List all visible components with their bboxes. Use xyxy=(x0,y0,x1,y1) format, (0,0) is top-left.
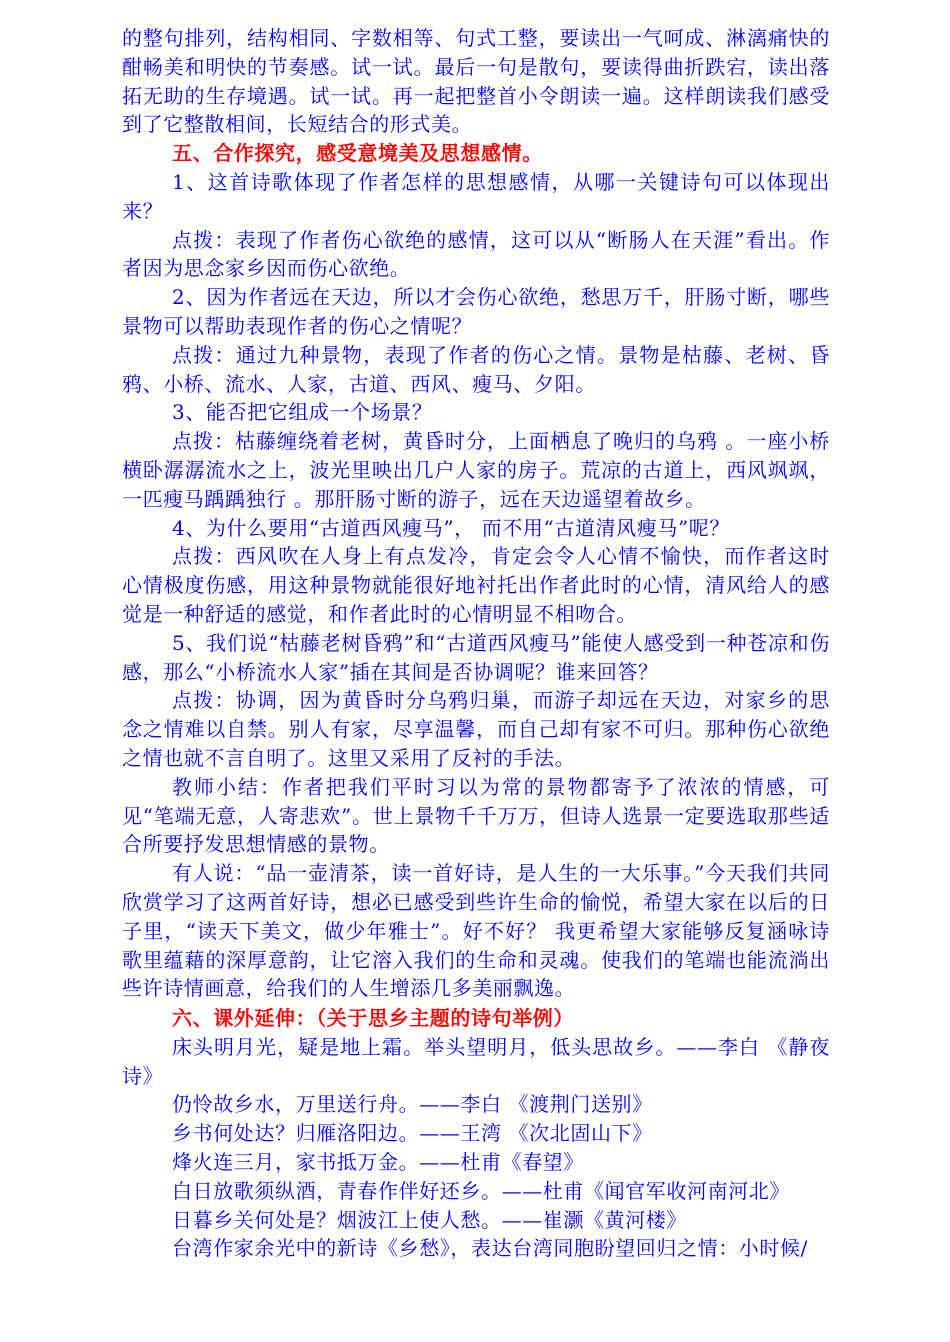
question-3: 3、能否把它组成一个场景？ xyxy=(172,400,433,425)
poem-line: 床头明月光，疑是地上霜。举头望明月，低头思故乡。——李白 《静夜诗》 xyxy=(122,1034,830,1088)
question-4: 4、为什么要用“古道西风瘦马”， 而不用“古道清风瘦马”呢？ xyxy=(172,515,730,540)
answer-5: 点拨：协调，因为黄昏时分乌鸦归巢，而游子却远在天边，对家乡的思念之情难以自禁。别人有家，尽享温馨，而自己却有家不可归。那种伤心欲绝之情也就不言自明了。这里又采用了反衬的手法。 xyxy=(122,688,830,770)
section-six-heading: 六、课外延伸：（关于思乡主题的诗句举例） xyxy=(172,1006,574,1031)
question-1: 1、这首诗歌体现了作者怎样的思想感情，从哪一关键诗句可以体现出来？ xyxy=(122,169,830,223)
answer-4: 点拨：西风吹在人身上有点发冷，肯定会令人心情不愉快，而作者这时心情极度伤感，用这种景物就能很好地衬托出作者此时的心情，清风给人的感觉是一种舒适的感觉，和作者此时的心情明显不相吻合。 xyxy=(122,544,830,626)
poem-line: 乡书何处达？归雁洛阳边。——王湾 《次北固山下》 xyxy=(172,1121,653,1146)
poem-line: 日暮乡关何处是？烟波江上使人愁。——崔灏《黄河楼》 xyxy=(172,1207,687,1232)
intro-paragraph: 的整句排列，结构相同、字数相等、句式工整，要读出一气呵成、淋漓痛快的酣畅美和明快的节奏感。试一试。最后一句是散句，要读得曲折跌宕，读出落拓无助的生存境遇。试一试。再一起把整首小令朗读一遍。这样朗读我们感受到了它整散相间，长短结合的形式美。 xyxy=(122,26,830,137)
poem-line: 台湾作家余光中的新诗《乡愁》，表达台湾同胞盼望回归之情：小时候/ xyxy=(172,1236,808,1261)
question-5: 5、我们说“枯藤老树昏鸦”和“古道西风瘦马”能使人感受到一种苍凉和伤感，那么“小桥流水人家”插在其间是否协调呢？谁来回答？ xyxy=(122,630,830,684)
answer-2: 点拨：通过九种景物，表现了作者的伤心之情。景物是枯藤、老树、昏鸦、小桥、流水、人家，古道、西风、瘦马、夕阳。 xyxy=(122,342,830,396)
section-five-heading: 五、合作探究，感受意境美及思想感情。 xyxy=(172,141,543,166)
poem-line: 白日放歌须纵酒，青春作伴好还乡。——杜甫《闻官军收河南河北》 xyxy=(172,1178,790,1203)
answer-3: 点拨：枯藤缠绕着老树，黄昏时分，上面栖息了晚归的乌鸦 。一座小桥横卧潺潺流水之上，波光里映出几户人家的房子。荒凉的古道上，西风飒飒，一匹瘦马踽踽独行 。那肝肠寸断的游子，远在天边遥望着故乡。 xyxy=(122,429,830,511)
poem-line: 仍怜故乡水，万里送行舟。——李白 《渡荆门送别》 xyxy=(172,1092,653,1117)
poem-line: 烽火连三月，家书抵万金。——杜甫《春望》 xyxy=(172,1150,584,1175)
closing-paragraph: 有人说：“品一壶清茶，读一首好诗，是人生的一大乐事。”今天我们共同欣赏学习了这两首好诗，想必已感受到些许生命的愉悦，希望大家在以后的日子里，“读天下美文，做少年雅士”。好不好？ 我更希望大家能够反复涵咏诗歌里蕴藉的深厚意韵，让它溶入我们的生命和灵魂。使我们的笔端也能流淌出些许诗情画意，给我们的人生增添几多美丽飘逸。 xyxy=(122,861,830,1001)
teacher-summary: 教师小结：作者把我们平时习以为常的景物都寄予了浓浓的情感，可见“笔端无意，人寄悲欢”。世上景物千千万万，但诗人选景一定要选取那些适合所要抒发思想情感的景物。 xyxy=(122,774,830,857)
answer-1: 点拨：表现了作者伤心欲绝的感情，这可以从“断肠人在天涯”看出。作者因为思念家乡因而伤心欲绝。 xyxy=(122,227,830,281)
question-2: 2、因为作者远在天边，所以才会伤心欲绝，愁思万千，肝肠寸断，哪些景物可以帮助表现作者的伤心之情呢？ xyxy=(122,285,830,338)
